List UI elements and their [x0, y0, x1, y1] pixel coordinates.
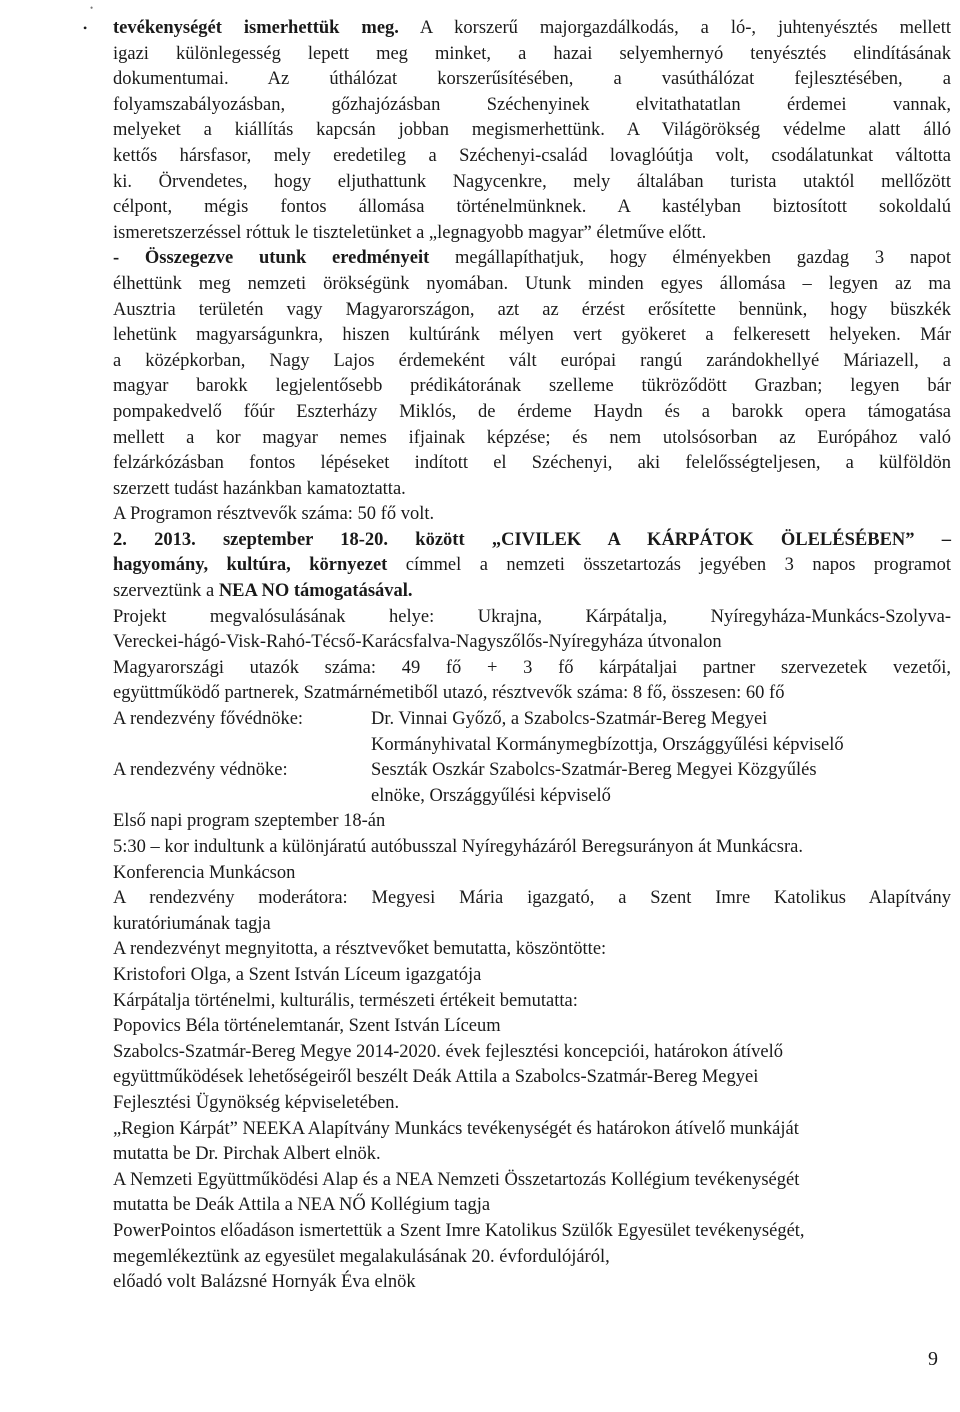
text-line [113, 579, 951, 605]
text-line: mutatta be Dr. Pirchak Albert elnök. [113, 1144, 381, 1165]
text-line: melyeket a kiállítás kapcsán jobban megismerhettünk. A Világörökség védelme alatt álló [113, 120, 951, 141]
text-line: együttműködések lehetőségeiről beszélt Deák Attila a Szabolcs-Szatmár-Bereg Megyei [113, 1067, 759, 1088]
text-line: pompakedvelő főúr Eszterházy Miklós, de érdeme Haydn és a barokk opera támogatása [113, 401, 951, 422]
text-line: Popovics Béla történelemtanár, Szent István Líceum [113, 1016, 501, 1037]
text-line: A Programon résztvevők száma: 50 fő volt. [113, 504, 435, 525]
text-line: felzárkózásban fontos lépéseket indított el Széchenyi, aki felelősségteljesen, a külföldön [113, 453, 951, 474]
text-line: A rendezvényt megnyitotta, a résztvevőket bemutatta, köszöntötte: [113, 939, 607, 960]
text-line: mellett a kor magyar nemes ifjainak képzése; és nem utolsósorban az Európához való [113, 427, 951, 448]
page-number: 9 [928, 1348, 938, 1370]
bold-phrase: NEA NO támogatásával. [218, 581, 413, 602]
text-line: a középkorban, Nagy Lajos érdemeként vált európai rangú zarándokhellyé Máriazell, a [113, 350, 951, 371]
patron-row [113, 758, 951, 784]
document-page [83, 16, 952, 1296]
text-line: Projekt megvalósulásának helye: Ukrajna, Kárpátalja, Nyíregyháza-Munkács-Szolyva- [113, 606, 951, 627]
text-run: címmel a nemzeti összetartozás jegyében 3 napos programot [387, 555, 951, 576]
text-line: igazi különlegesség lepett meg minket, a hazai selyemhernyó tenyésztés elindításának [113, 43, 951, 64]
bold-phrase: tevékenységét ismerhettük meg. [113, 18, 399, 38]
text-line: 5:30 – kor indultunk a különjáratú autóbusszal Nyíregyházáról Beregsurányon át Munkácsra. [113, 837, 803, 857]
patron-row [113, 707, 951, 733]
text-line: kettős hársfasor, mely eredetileg a Széchenyi-család lovaglóútja volt, csodálatunkat váltotta [113, 145, 951, 166]
text-run: megállapíthatjuk, hogy élményekben gazdag 3 napot [429, 248, 951, 269]
text-line: PowerPointos előadáson ismertettük a Szent Imre Katolikus Szülők Egyesület tevékenységét, [113, 1220, 805, 1241]
text-line: együttműködő partnerek, Szatmárnémetiből utazó, résztvevők száma: 8 fő, összesen: 60 fő [113, 683, 785, 704]
bullet-mark: • [83, 21, 88, 35]
section-heading: 2. 2013. szeptember 18-20. között „CIVILEK A KÁRPÁTOK ÖLELÉSÉBEN” – [113, 529, 951, 550]
text-line: megemlékeztünk az egyesület megalakulásának 20. évfordulójáról, [113, 1246, 610, 1267]
text-line: ismeretszerzéssel róttuk le tiszteletünket a „legnagyobb magyar” életműve előtt. [113, 222, 707, 243]
text-line [113, 246, 951, 272]
text-line: Első napi program szeptember 18-án [113, 811, 386, 832]
text-line: Kárpátalja történelmi, kulturális, természeti értékeit bemutatta: [113, 990, 578, 1011]
bold-phrase: hagyomány, kultúra, környezet [113, 555, 388, 576]
patron-value: Seszták Oszkár Szabolcs-Szatmár-Bereg Megyei Közgyűlés [371, 760, 817, 781]
text-line: Ausztria területén vagy Magyarországon, azt az érzést erősítette bennünk, hogy büszkék [113, 299, 951, 320]
text-line: élhettünk meg nemzeti örökségünk nyomában. Utunk minden egyes állomása – legyen az ma [113, 273, 951, 294]
text-run: A korszerű majorgazdálkodás, a ló-, juhtenyésztés mellett [398, 18, 952, 38]
text-line: Fejlesztési Ügynökség képviseletében. [113, 1092, 400, 1113]
text-line: előadó volt Balázsné Hornyák Éva elnök [113, 1272, 416, 1293]
text-line [83, 16, 952, 42]
text-line: Magyarországi utazók száma: 49 fő + 3 fő kárpátaljai partner szervezetek vezetői, [113, 657, 951, 678]
text-line: Kormányhivatal Kormánymegbízottja, Országgyűlési képviselő [371, 734, 844, 755]
text-line: Szabolcs-Szatmár-Bereg Megye 2014-2020. évek fejlesztési koncepciói, határokon átívelő [113, 1041, 784, 1062]
text-line: „Region Kárpát” NEEKA Alapítvány Munkács tevékenységét és határokon átívelő munkáját [113, 1118, 799, 1139]
patron-label: A rendezvény fővédnöke: [113, 709, 304, 730]
text-line: folyamszabályozásban, gőzhajózásban Széchenyinek elvitathatatlan érdemei vannak, [113, 94, 951, 115]
text-line: Vereckei-hágó-Visk-Rahó-Técső-Karácsfalva-Nagyszőlős-Nyíregyháza útvonalon [113, 632, 722, 653]
text-line: A rendezvény moderátora: Megyesi Mária igazgató, a Szent Imre Katolikus Alapítvány [113, 888, 951, 909]
text-line: célpont, mégis fontos állomása történelmünknek. A kastélyban biztosított sokoldalú [113, 197, 951, 218]
text-line: magyar barokk legjelentősebb prédikátorának szelleme tükröződött Grazban; legyen bár [113, 376, 951, 397]
patron-value: Dr. Vinnai Győző, a Szabolcs-Szatmár-Bereg Megyei [371, 709, 768, 730]
text-line: dokumentumai. Az úthálózat korszerűsítésében, a vasúthálózat fejlesztésében, a [113, 69, 951, 90]
text-line: Kristofori Olga, a Szent István Líceum igazgatója [113, 964, 482, 985]
text-line: ki. Örvendetes, hogy eljuthattunk Nagycenkre, mely általában turista utaktól mellőzött [113, 171, 951, 192]
text-line: szerzett tudást hazánkban kamatoztatta. [113, 478, 406, 499]
margin-mark: • [90, 3, 94, 13]
text-line: Konferencia Munkácson [113, 862, 296, 883]
text-line [113, 553, 951, 579]
bold-phrase: - Összegezve utunk eredményeit [113, 248, 430, 269]
patron-label: A rendezvény védnöke: [113, 760, 288, 781]
text-run: szerveztünk a [113, 581, 219, 602]
text-line: A Nemzeti Együttműködési Alap és a NEA Nemzeti Összetartozás Kollégium tevékenységét [113, 1169, 800, 1190]
text-line: elnöke, Országgyűlési képviselő [371, 785, 611, 806]
text-line: lehetünk magyarságunkra, hiszen kultúránk mélyen vert gyökeret a felkeresett helyeken. Már [113, 325, 951, 346]
text-line: mutatta be Deák Attila a NEA NŐ Kollégium tagja [113, 1195, 491, 1216]
text-line: kuratóriumának tagja [113, 913, 271, 934]
